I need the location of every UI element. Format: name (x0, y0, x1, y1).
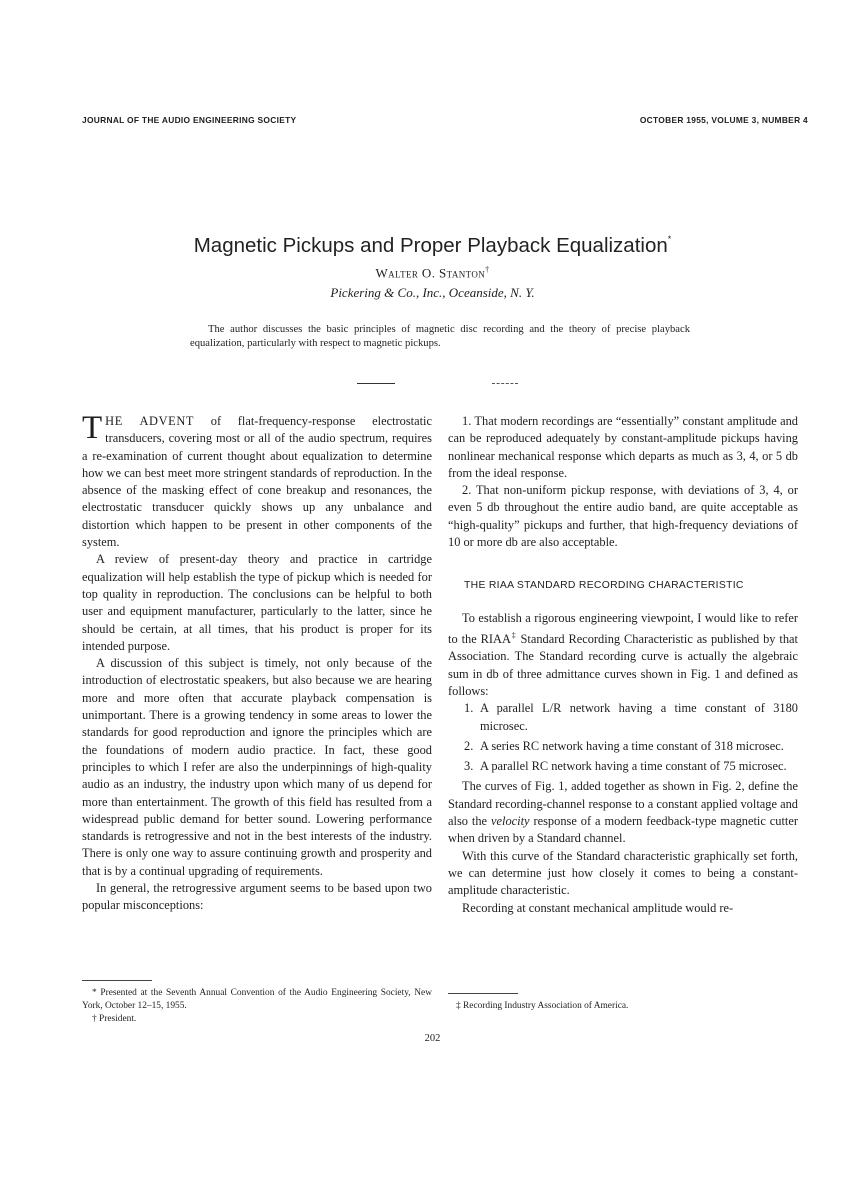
list-number: 3. (464, 759, 474, 774)
separator-rule (357, 383, 395, 384)
separator-rule-dashed (492, 383, 518, 384)
riaa-footnote-mark: ‡ (510, 630, 517, 640)
footnote: * Presented at the Seventh Annual Convention of the Audio Engineering Society, New York, October 12–15, 1955. (82, 988, 432, 1011)
list-item (448, 758, 798, 775)
paragraph-text: The curves of Fig. 1, added together as shown in Fig. 2, define the Standard recording-channel response to a constant applied voltage and also the (448, 779, 798, 829)
paragraph: A discussion of this subject is timely, not only because of the introduction of electrostatic speakers, but also because we are hearing more and more often that accurate playback compensation is unimportant. There is a growing tendency in some areas to lower the standards for good reproduction and ignore the principles which are the foundations of modern audio practice. In fact, these good principles to which I refer are also the underpinnings of high-quality audio as an industry, the industry upon which many of us depend for more than entertainment. The growth of this field has resulted from a widespread public demand for better sound. Lowering performance standards is retrogressive and not in the best interests of the industry. There is only one way to assure continuing growth and prosperity and that is by a continual upgrading of requirements. (82, 656, 432, 878)
paragraph (448, 778, 798, 847)
misconception-2: 2. That non-uniform pickup response, with deviations of 3, 4, or even 5 db throughout the entire audio band, are quite acceptable as “high-quality” pickups and further, that high-frequency deviations of 10 or more db are also acceptable. (448, 483, 798, 550)
footnotes-left (82, 980, 432, 1026)
abstract: The author discusses the basic principles of magnetic disc recording and the theory of precise playback equalization, particularly with respect to magnetic pickups. (190, 324, 690, 349)
misconception-1: 1. That modern recordings are “essentially” constant amplitude and can be reproduced adequately by constant-amplitude pickups having nonlinear mechanical response which departs as much as 3, 4, or 5 db from the ideal response. (448, 414, 798, 480)
paragraph-text: To establish a rigorous engineering viewpoint, I would like to refer to the RIAA (448, 610, 798, 647)
list-item (448, 700, 798, 735)
page-number: 202 (424, 1033, 441, 1044)
footnote: † President. (92, 1014, 137, 1024)
paragraph: A review of present-day theory and practice in cartridge equalization will help establish the type of pickup which is needed for top quality in reproduction. The conclusions can be helpful to both user and equipment manufacturer, particularly to the latter, since he should be certain, at all times, that his product is proper for its intended purpose. (82, 552, 432, 653)
paragraph: In general, the retrogressive argument seems to be based upon two popular misconceptions: (82, 881, 432, 913)
paragraph-text: response of a modern feedback-type magnetic cutter when driven by a Standard channel. (448, 814, 798, 846)
left-column (82, 410, 432, 915)
article-title-text: Magnetic Pickups and Proper Playback Equalization (193, 233, 668, 257)
paragraph: Recording at constant mechanical amplitude would re- (462, 900, 734, 915)
paragraph: With this curve of the Standard characteristic graphically set forth, we can determine just how closely it comes to being a constant-amplitude characteristic. (448, 848, 798, 898)
footnote-rule (448, 993, 518, 994)
footnotes-right (448, 993, 798, 1013)
list-item (448, 738, 798, 755)
list-text: A series RC network having a time constant of 318 microsec. (480, 738, 784, 753)
paragraph-text: of flat-frequency-response electrostatic transducers, covering most or all of the audio spectrum, requires a re-examination of current thought about equalization to determine how we can best meet more stringent standards of reproduction. In the absence of the masking effect of cone breakup and resonances, the electrostatic transducer quickly shows up any unbalance and distortion which happen to be present in other components of the system. (82, 414, 432, 550)
journal-name: JOURNAL OF THE AUDIO ENGINEERING SOCIETY (82, 115, 297, 125)
author-affiliation: Pickering & Co., Inc., Oceanside, N. Y. (330, 285, 535, 300)
list-text: A parallel RC network having a time constant of 75 microsec. (480, 759, 787, 774)
lead-in: HE ADVENT (105, 414, 195, 428)
list-number: 1. (464, 701, 474, 716)
paragraph-text: Standard Recording Characteristic as published by that Association. The Standard recording curve is actually the algebraic sum in db of three admittance curves shown in Fig. 1 and defined as follows: (448, 632, 798, 698)
paragraph-intro (82, 410, 432, 551)
emphasis: velocity (491, 814, 530, 829)
drop-cap: T (82, 410, 103, 446)
list-number: 2. (464, 738, 474, 753)
issue-info: OCTOBER 1955, VOLUME 3, NUMBER 4 (639, 115, 808, 125)
section-heading: THE RIAA STANDARD RECORDING CHARACTERISTIC (464, 580, 744, 592)
author-footnote-mark: † (485, 265, 490, 274)
article-title (0, 234, 865, 258)
footnote: ‡ Recording Industry Association of America. (456, 1001, 629, 1011)
paragraph (448, 610, 798, 701)
title-footnote-mark: * (667, 233, 672, 244)
footnote-rule (82, 980, 152, 981)
list-text: A parallel L/R network having a time constant of 3180 microsec. (480, 701, 798, 733)
author-name: Walter O. Stanton (375, 265, 486, 281)
right-column (448, 413, 798, 917)
author-line (0, 265, 865, 281)
